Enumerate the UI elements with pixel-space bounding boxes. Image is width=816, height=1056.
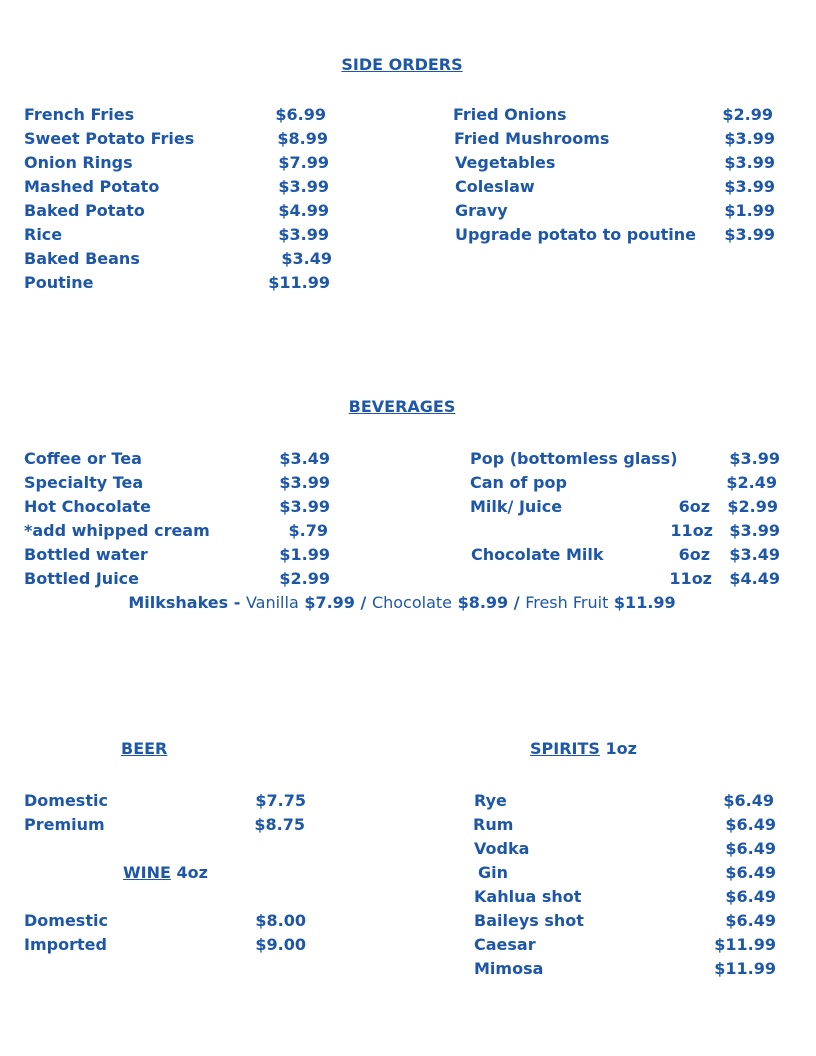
side-item-name: Coleslaw (455, 177, 535, 196)
beverage-item-price: $1.99 (279, 545, 330, 564)
side-item-price: $7.99 (278, 153, 329, 172)
beverage-item-size: 6oz (678, 497, 710, 516)
side-item-price: $3.99 (724, 153, 775, 172)
beverage-item-name: Can of pop (470, 473, 567, 492)
beverage-item-price: $4.49 (729, 569, 780, 588)
beer-item-name: Premium (24, 815, 105, 834)
milkshake-chocolate-price: $8.99 (457, 593, 509, 612)
side-item-price: $3.49 (281, 249, 332, 268)
beverage-item-name: Coffee or Tea (24, 449, 142, 468)
spirit-item-name: Caesar (474, 935, 536, 954)
spirit-item-price: $11.99 (714, 959, 776, 978)
wine-heading-line (123, 863, 208, 883)
milkshake-separator: / (513, 593, 520, 612)
milkshake-vanilla-price: $7.99 (304, 593, 355, 612)
beverage-item-name: Chocolate Milk (471, 545, 604, 564)
side-item-name: Upgrade potato to poutine (455, 225, 696, 244)
side-item-name: Rice (24, 225, 63, 244)
beverage-item-name: Pop (bottomless glass) (470, 449, 678, 468)
milkshake-separator: / (360, 593, 367, 612)
spirit-item-name: Gin (478, 863, 509, 882)
side-item-name: Gravy (455, 201, 508, 220)
wine-item-name: Domestic (24, 911, 108, 930)
side-item-price: $3.99 (724, 177, 775, 196)
side-item-price: $3.99 (278, 225, 329, 244)
beverage-item-price: $3.99 (279, 497, 330, 516)
side-item-price: $2.99 (722, 105, 773, 124)
side-item-price: $3.99 (724, 129, 775, 148)
side-item-price: $6.99 (275, 105, 326, 124)
side-item-price: $8.99 (277, 129, 328, 148)
spirit-item-price: $6.49 (725, 815, 776, 834)
spirit-item-name: Kahlua shot (474, 887, 582, 906)
spirit-item-price: $6.49 (725, 911, 776, 930)
spirits-size: 1oz (605, 739, 637, 758)
spirit-item-price: $6.49 (725, 863, 776, 882)
spirits-heading: SPIRITS (530, 739, 600, 758)
side-item-name: Baked Potato (24, 201, 145, 220)
wine-size: 4oz (176, 863, 208, 882)
milkshakes-label: Milkshakes - (128, 593, 241, 612)
side-item-price: $11.99 (268, 273, 330, 292)
beverage-item-price: $2.99 (727, 497, 778, 516)
spirit-item-name: Vodka (474, 839, 530, 858)
beverage-item-price: $.79 (288, 521, 328, 540)
milkshake-fruit-price: $11.99 (613, 593, 676, 612)
spirit-item-name: Rye (474, 791, 507, 810)
side-item-name: Poutine (24, 273, 94, 292)
spirit-item-price: $6.49 (723, 791, 774, 810)
spirit-item-name: Baileys shot (474, 911, 584, 930)
beverage-item-price: $3.99 (729, 449, 780, 468)
beer-item-name: Domestic (24, 791, 108, 810)
beer-heading: BEER (121, 739, 168, 758)
side-item-price: $3.99 (278, 177, 329, 196)
spirit-item-price: $6.49 (725, 887, 776, 906)
side-item-name: Vegetables (455, 153, 556, 172)
side-item-name: Onion Rings (24, 153, 133, 172)
beverage-item-name: Hot Chocolate (24, 497, 151, 516)
beer-item-price: $8.75 (254, 815, 305, 834)
side-item-name: Fried Onions (453, 105, 567, 124)
side-item-name: Fried Mushrooms (454, 129, 610, 148)
wine-item-price: $8.00 (255, 911, 306, 930)
beverage-item-size: 11oz (670, 521, 713, 540)
beverage-item-size: 6oz (678, 545, 710, 564)
beverage-item-price: $3.49 (279, 449, 330, 468)
milkshake-chocolate: Chocolate (371, 593, 452, 612)
side-item-name: Baked Beans (24, 249, 140, 268)
spirit-item-price: $6.49 (725, 839, 776, 858)
spirits-heading-line (530, 739, 637, 759)
side-item-name: Sweet Potato Fries (24, 129, 195, 148)
wine-item-price: $9.00 (255, 935, 306, 954)
side-item-price: $3.99 (724, 225, 775, 244)
beverage-item-name: Bottled Juice (24, 569, 140, 588)
milkshake-vanilla: Vanilla (245, 593, 299, 612)
side-item-price: $1.99 (724, 201, 775, 220)
milkshake-fruit: Fresh Fruit (525, 593, 609, 612)
beverages-heading: BEVERAGES (348, 397, 456, 416)
side-item-name: French Fries (24, 105, 135, 124)
spirit-item-price: $11.99 (714, 935, 776, 954)
beverage-item-size: 11oz (669, 569, 712, 588)
beverage-item-name: Specialty Tea (24, 473, 144, 492)
beverage-item-price: $2.99 (279, 569, 330, 588)
beverage-item-price: $2.49 (726, 473, 777, 492)
wine-heading: WINE (123, 863, 171, 882)
beverage-item-name: Milk/ Juice (470, 497, 563, 516)
side-item-name: Mashed Potato (24, 177, 160, 196)
beverage-item-price: $3.49 (729, 545, 780, 564)
wine-item-name: Imported (24, 935, 107, 954)
beverage-item-name: *add whipped cream (24, 521, 210, 540)
side-orders-heading: SIDE ORDERS (341, 55, 463, 74)
spirit-item-name: Rum (473, 815, 514, 834)
side-item-price: $4.99 (278, 201, 329, 220)
beverage-item-price: $3.99 (279, 473, 330, 492)
beverage-item-name: Bottled water (24, 545, 148, 564)
beer-item-price: $7.75 (255, 791, 306, 810)
spirit-item-name: Mimosa (474, 959, 544, 978)
milkshakes-line (128, 593, 675, 613)
beverage-item-price: $3.99 (729, 521, 780, 540)
